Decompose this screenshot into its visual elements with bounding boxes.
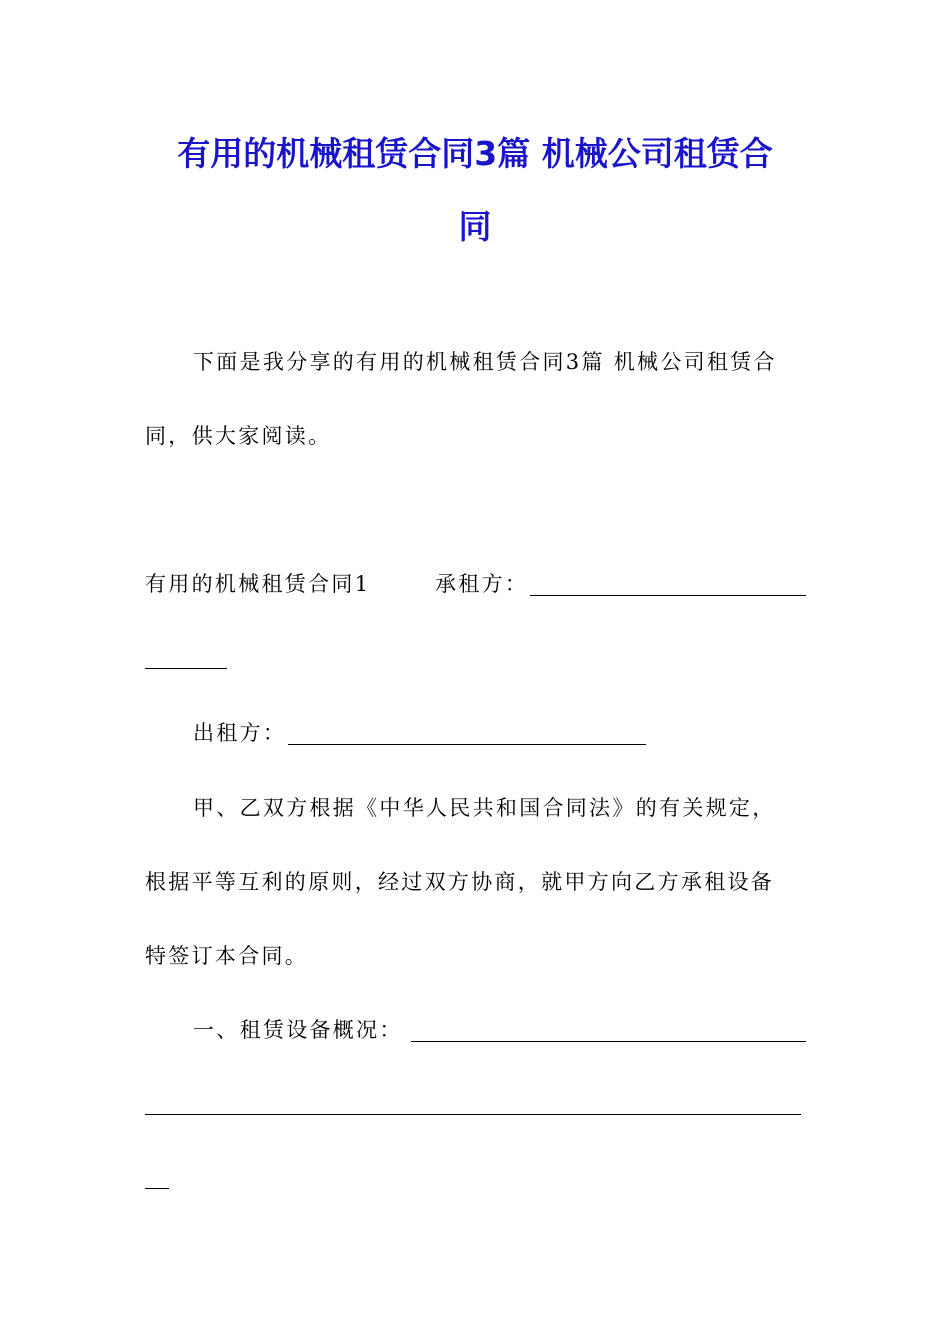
lessee-blank-continuation — [145, 668, 227, 669]
lessee-label: 承租方： — [435, 572, 529, 596]
lessee-blank-line — [530, 595, 806, 596]
intro-line-2: 同，供大家阅读。 — [145, 424, 332, 448]
contract-heading: 有用的机械租赁合同1 — [145, 572, 371, 596]
intro-line-1: 下面是我分享的有用的机械租赁合同3篇 机械公司租赁合 — [193, 350, 777, 374]
clause1-blank-line — [411, 1041, 806, 1042]
clause1-label: 一、租赁设备概况： — [193, 1018, 403, 1042]
document-title-line-1: 有用的机械租赁合同3篇 机械公司租赁合 — [177, 134, 773, 173]
para1-line-3: 特签订本合同。 — [145, 944, 309, 968]
document-title-line-2: 同 — [458, 207, 492, 246]
clause1-blank-line-3 — [145, 1188, 169, 1189]
lessor-blank-line — [288, 744, 646, 745]
lessor-label: 出租方： — [193, 721, 287, 745]
para1-line-2: 根据平等互利的原则，经过双方协商，就甲方向乙方承租设备 — [145, 870, 775, 894]
clause1-blank-line-2 — [145, 1114, 801, 1115]
para1-line-1: 甲、乙双方根据《中华人民共和国合同法》的有关规定， — [193, 796, 776, 820]
